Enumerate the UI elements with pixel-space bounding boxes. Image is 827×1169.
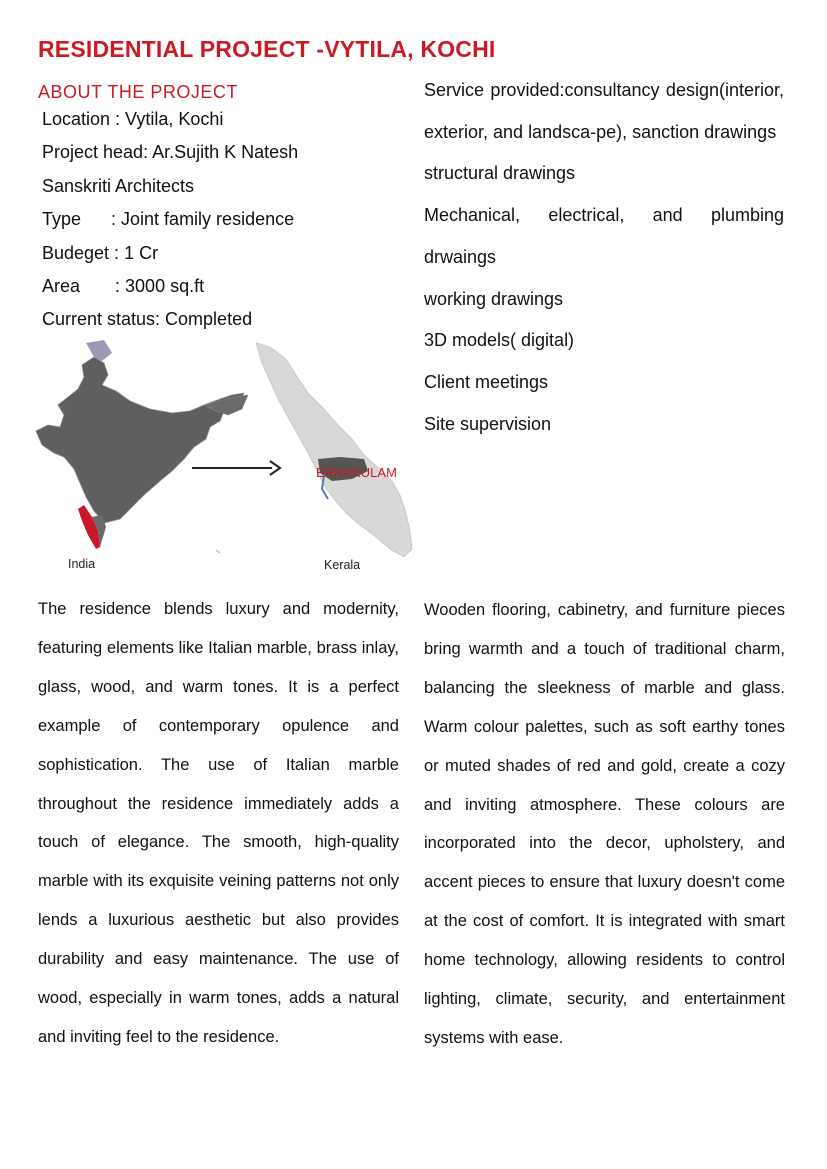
page-title: RESIDENTIAL PROJECT -VYTILA, KOCHI [38, 36, 496, 62]
section-heading: ABOUT THE PROJECT [38, 82, 238, 102]
service-item: 3D models( digital) [424, 330, 575, 351]
body-text-right: Wooden flooring, cabinetry, and furniture pieces bring warmth and a touch of traditional charm, balancing the sleekness of marble and glass. Warm colour palettes, such as soft earthy tones or muted shades of red and gold, create a cozy and inviting atmosphere. These colours are incorporated into the decor, upholstery, and accent pieces to ensure that luxury doesn't come at the cost of comfort. It is integrated with smart home technology, allowing residents to control lighting, climate, security, and entertainment systems with ease. [424, 601, 785, 1047]
service-item: Client meetings [424, 371, 549, 392]
services-list [424, 70, 784, 445]
service-item: structural drawings [424, 163, 576, 184]
info-area: Area : 3000 sq.ft [42, 276, 205, 297]
info-firm: Sanskriti Architects [42, 175, 195, 196]
location-map [34, 335, 414, 580]
body-text-left: The residence blends luxury and modernity, featuring elements like Italian marble, brass inlay, glass, wood, and warm tones. It is a perfect example of contemporary opulence and sophistication. The use of Italian marble throughout the residence immediately adds a touch of elegance. The smooth, high-quality marble with its exquisite veining patterns not only lends a luxurious aesthetic but also provides durability and easy maintenance. The use of wood, especially in warm tones, adds a natural and inviting feel to the residence. [38, 600, 399, 1046]
district-label: ERNAKULAM [316, 465, 397, 480]
info-location: Location : Vytila, Kochi [42, 109, 224, 129]
project-info-list [42, 103, 298, 337]
kerala-label: Kerala [324, 558, 361, 572]
india-map [36, 340, 248, 553]
kerala-shape [256, 343, 412, 557]
arrow-icon [192, 461, 280, 475]
info-project-head: Project head: Ar.Sujith K Natesh [42, 142, 299, 163]
info-status: Current status: Completed [42, 309, 253, 330]
service-item: Mechanical, electrical, and plumbing drwaings [424, 205, 784, 267]
service-item: Site supervision [424, 413, 552, 434]
info-budget: Budeget : 1 Cr [42, 242, 159, 263]
service-item: Service provided:consultancy design(interior, exterior, and landsca-pe), sanction drawings [424, 80, 784, 142]
india-shape [36, 357, 244, 523]
info-type: Type : Joint family residence [42, 209, 295, 230]
india-label: India [68, 557, 96, 571]
kerala-map [256, 343, 412, 557]
service-item: working drawings [424, 288, 564, 309]
